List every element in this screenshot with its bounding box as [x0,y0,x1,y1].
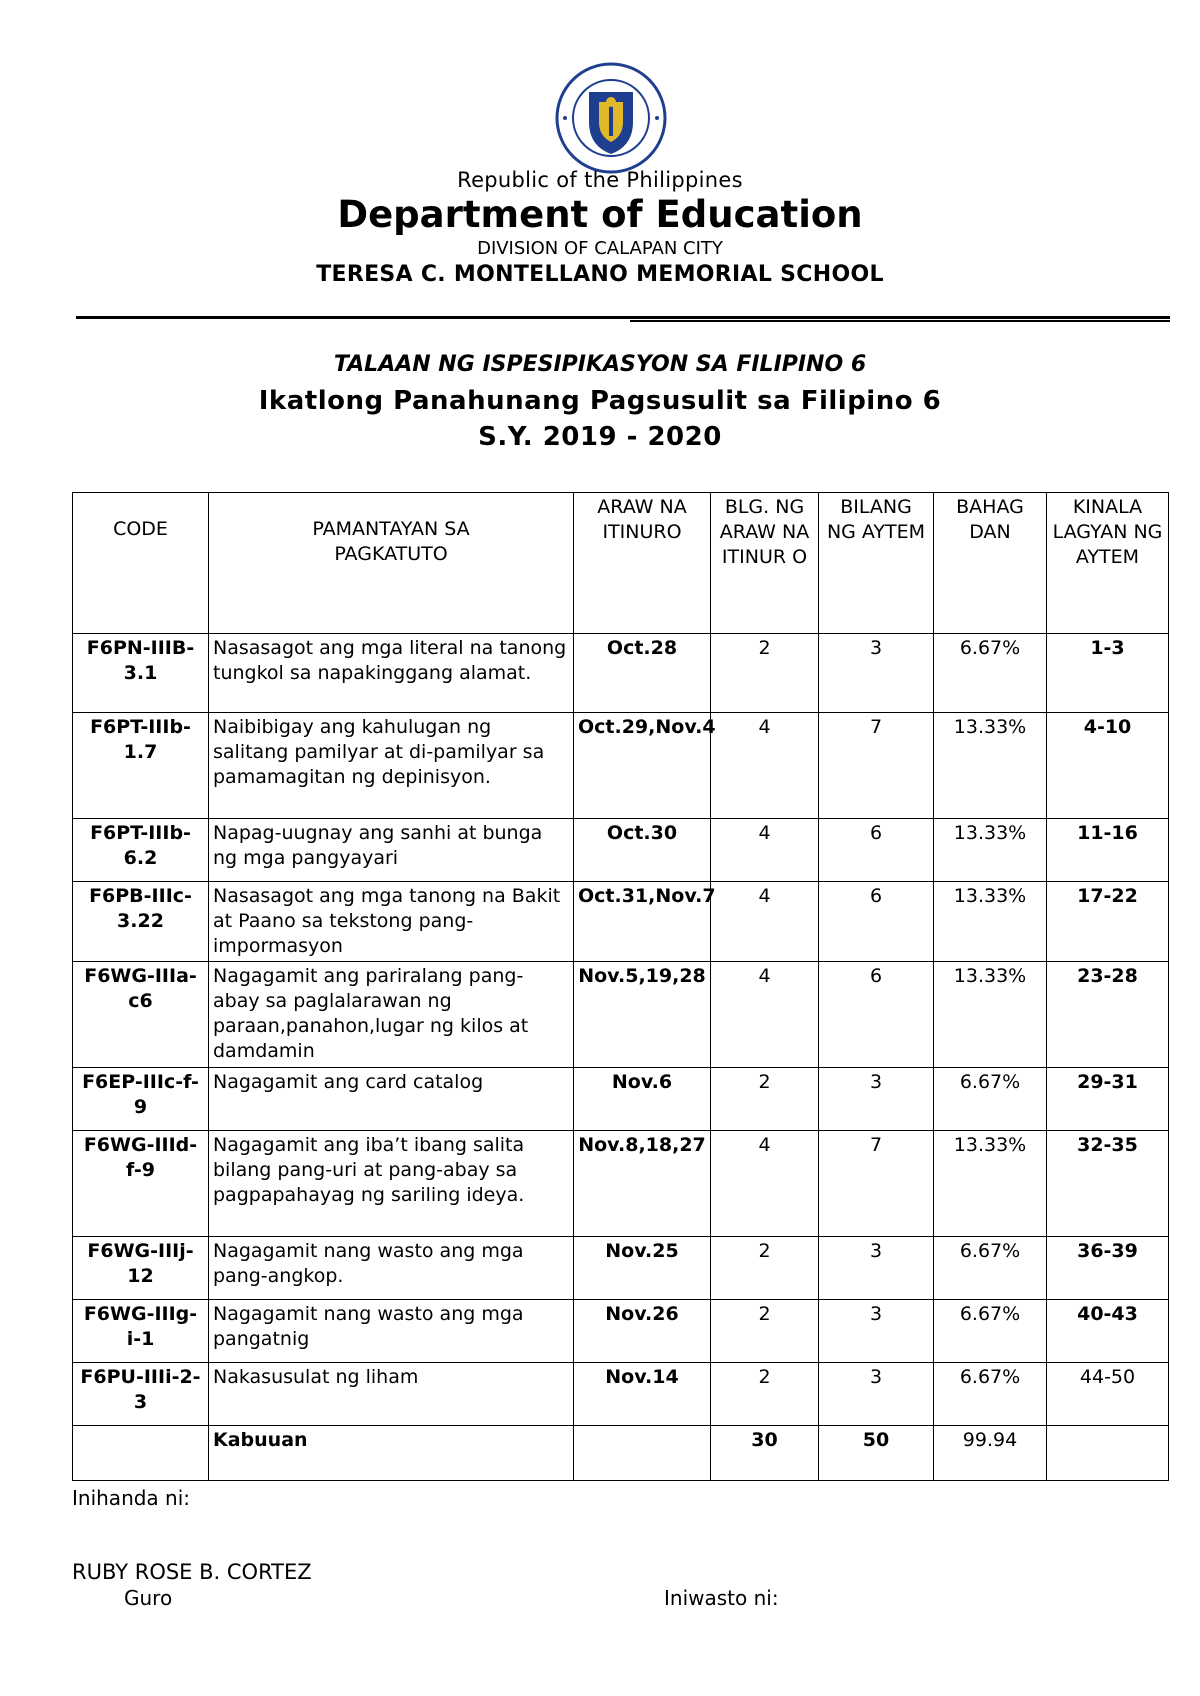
specification-table [72,492,1169,1481]
percentage: 13.33% [934,882,1047,962]
competency-description: Naibibigay ang kahulugan ng salitang pamilyar at di-pamilyar sa pamamagitan ng depinisyon. [209,713,574,819]
table-row [73,1131,1169,1237]
days-taught: 4 [711,1131,819,1237]
item-count: 6 [819,882,934,962]
percentage: 13.33% [934,962,1047,1068]
competency-description: Napag-uugnay ang sanhi at bunga ng mga pangyayari [209,819,574,882]
empty-cell [73,1426,209,1481]
item-placement: 36-39 [1047,1237,1169,1300]
date-taught: Nov.26 [574,1300,711,1363]
days-taught: 2 [711,634,819,713]
column-header: BILANG NG AYTEM [819,493,934,634]
empty-cell [1047,1426,1169,1481]
column-header: BLG. NG ARAW NA ITINUR O [711,493,819,634]
header-divider [76,316,1170,319]
item-placement: 29-31 [1047,1068,1169,1131]
competency-description: Nasasagot ang mga literal na tanong tungkol sa napakinggang alamat. [209,634,574,713]
school-name: TERESA C. MONTELLANO MEMORIAL SCHOOL [316,262,884,287]
competency-description: Nagagamit ang card catalog [209,1068,574,1131]
date-taught: Nov.5,19,28 [574,962,711,1068]
days-taught: 2 [711,1068,819,1131]
date-taught: Nov.14 [574,1363,711,1426]
competency-code: F6EP-IIIc-f-9 [73,1068,209,1131]
percentage: 6.67% [934,634,1047,713]
document-subtitle: Ikatlong Panahunang Pagsusulit sa Filipino 6 [258,386,942,416]
date-taught: Oct.30 [574,819,711,882]
percentage: 6.67% [934,1237,1047,1300]
item-placement: 1-3 [1047,634,1169,713]
days-taught: 4 [711,962,819,1068]
department-name: Department of Education [337,193,863,236]
days-taught: 4 [711,713,819,819]
competency-description: Nagagamit ang pariralang pang-abay sa paglalarawan ng paraan,panahon,lugar ng kilos at damdamin [209,962,574,1068]
prepared-by-label: Inihanda ni: [72,1486,191,1510]
percentage: 13.33% [934,713,1047,819]
column-header: ARAW NA ITINURO [574,493,711,634]
percentage: 13.33% [934,819,1047,882]
item-count: 6 [819,819,934,882]
item-placement: 11-16 [1047,819,1169,882]
republic-line: Republic of the Philippines [457,168,743,192]
item-placement: 32-35 [1047,1131,1169,1237]
item-count: 6 [819,962,934,1068]
percentage: 6.67% [934,1363,1047,1426]
table-row [73,882,1169,962]
days-taught: 4 [711,819,819,882]
competency-description: Nasasagot ang mga tanong na Bakit at Paano sa tekstong pang-impormasyon [209,882,574,962]
header-divider-secondary [630,320,1170,322]
competency-code: F6PT-IIIb-1.7 [73,713,209,819]
competency-description: Nagagamit ang iba’t ibang salita bilang pang-uri at pang-abay sa pagpapahayag ng sariling ideya. [209,1131,574,1237]
item-count: 3 [819,1300,934,1363]
table-row [73,819,1169,882]
date-taught: Nov.8,18,27 [574,1131,711,1237]
date-taught: Oct.28 [574,634,711,713]
table-header-row [73,493,1169,634]
item-count: 3 [819,1363,934,1426]
division-name: DIVISION OF CALAPAN CITY [477,238,723,259]
percentage: 13.33% [934,1131,1047,1237]
item-count: 3 [819,634,934,713]
item-count: 3 [819,1068,934,1131]
competency-code: F6PU-IIIi-2-3 [73,1363,209,1426]
empty-cell [574,1426,711,1481]
table-row [73,634,1169,713]
total-label: Kabuuan [209,1426,574,1481]
date-taught: Oct.31,Nov.7 [574,882,711,962]
competency-code: F6PT-IIIb-6.2 [73,819,209,882]
competency-code: F6WG-IIIg-i-1 [73,1300,209,1363]
days-taught: 2 [711,1363,819,1426]
competency-code: F6PB-IIIc-3.22 [73,882,209,962]
item-count: 3 [819,1237,934,1300]
date-taught: Nov.6 [574,1068,711,1131]
percentage: 6.67% [934,1300,1047,1363]
school-year: S.Y. 2019 - 2020 [478,422,722,452]
checked-by-label: Iniwasto ni: [664,1586,779,1610]
item-placement: 23-28 [1047,962,1169,1068]
column-header: BAHAG DAN [934,493,1047,634]
competency-description: Nakasusulat ng liham [209,1363,574,1426]
date-taught: Oct.29,Nov.4 [574,713,711,819]
total-percentage: 99.94 [934,1426,1047,1481]
days-taught: 2 [711,1237,819,1300]
document-title: TALAAN NG ISPESIPIKASYON SA FILIPINO 6 [333,352,867,377]
days-taught: 2 [711,1300,819,1363]
table-row [73,962,1169,1068]
competency-code: F6PN-IIIB-3.1 [73,634,209,713]
column-header: KINALA LAGYAN NG AYTEM [1047,493,1169,634]
competency-description: Nagagamit nang wasto ang mga pangatnig [209,1300,574,1363]
days-taught: 4 [711,882,819,962]
table-row [73,1237,1169,1300]
deped-seal-icon [555,62,667,174]
competency-code: F6WG-IIIa-c6 [73,962,209,1068]
total-items: 50 [819,1426,934,1481]
item-count: 7 [819,1131,934,1237]
date-taught: Nov.25 [574,1237,711,1300]
item-count: 7 [819,713,934,819]
item-placement: 40-43 [1047,1300,1169,1363]
total-row [73,1426,1169,1481]
teacher-name: RUBY ROSE B. CORTEZ [72,1560,312,1584]
column-header: CODE [73,493,209,634]
teacher-role: Guro [124,1586,173,1610]
competency-code: F6WG-IIIj-12 [73,1237,209,1300]
competency-code: F6WG-IIId-f-9 [73,1131,209,1237]
table-row [73,1068,1169,1131]
table-row [73,1300,1169,1363]
table-row [73,1363,1169,1426]
table-row [73,713,1169,819]
item-placement: 17-22 [1047,882,1169,962]
percentage: 6.67% [934,1068,1047,1131]
item-placement: 4-10 [1047,713,1169,819]
competency-description: Nagagamit nang wasto ang mga pang-angkop. [209,1237,574,1300]
total-days: 30 [711,1426,819,1481]
column-header: PAMANTAYAN SA PAGKATUTO [209,493,574,634]
item-placement: 44-50 [1047,1363,1169,1426]
